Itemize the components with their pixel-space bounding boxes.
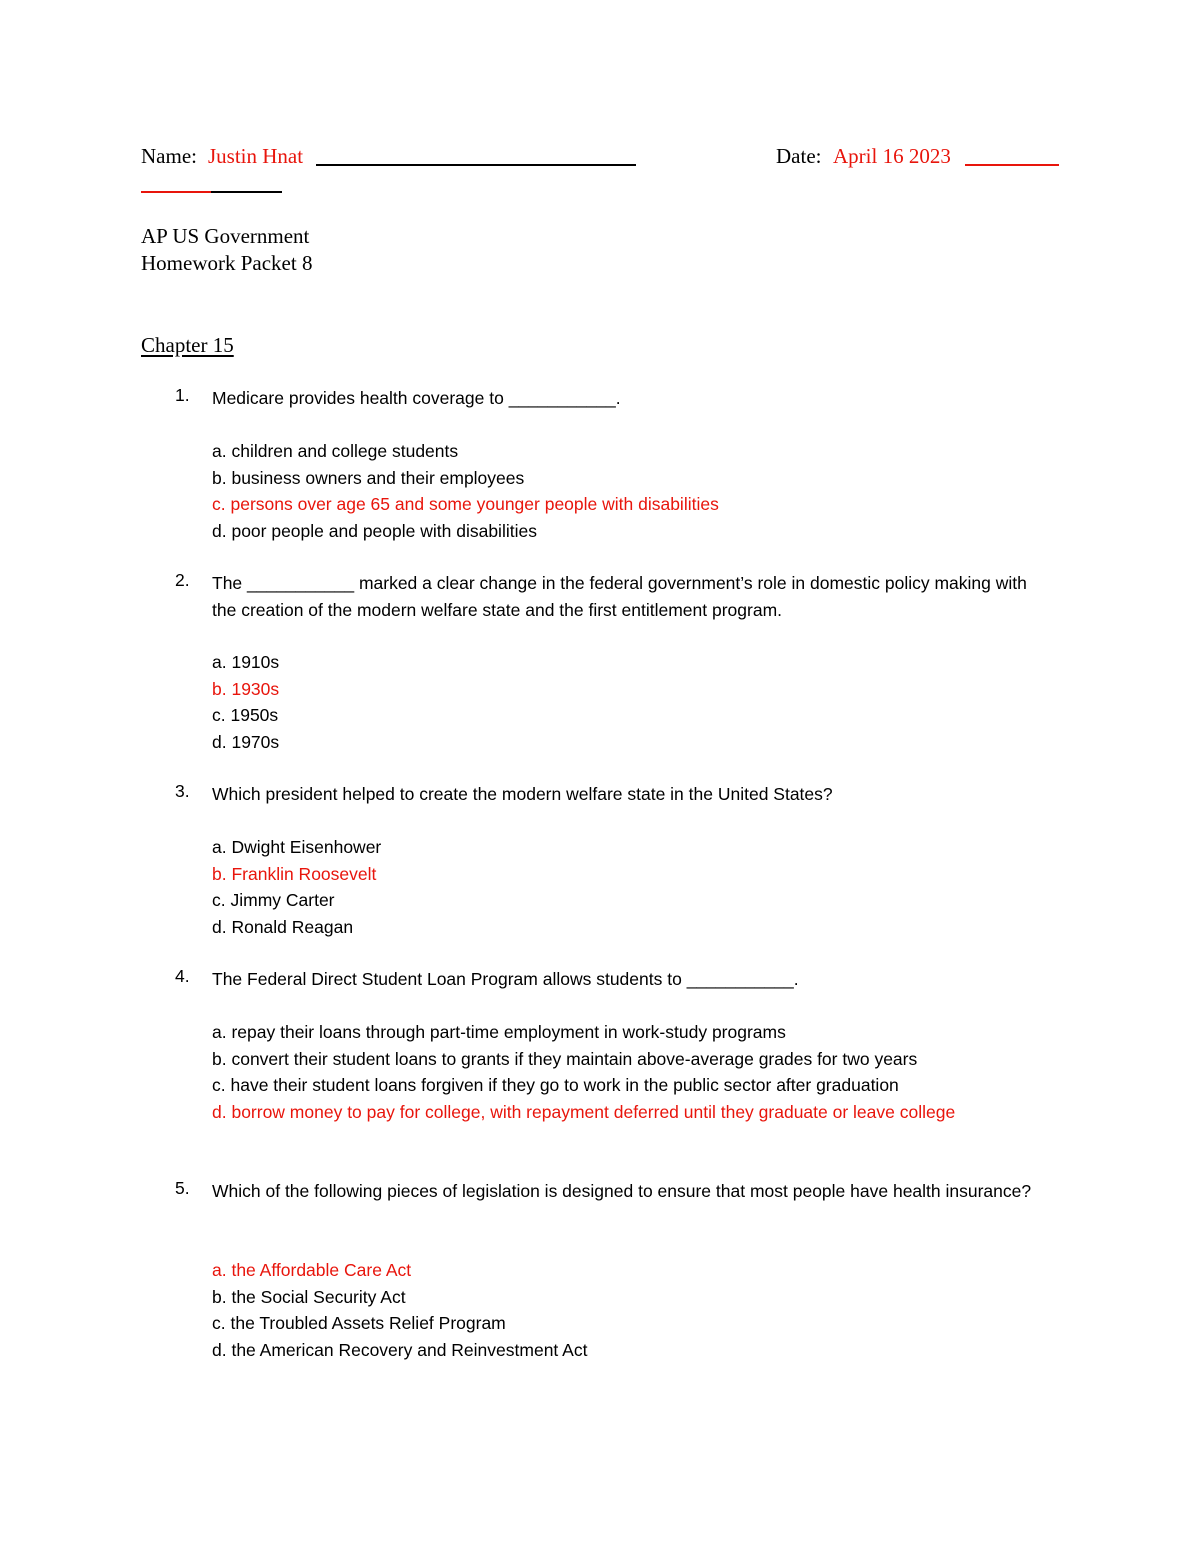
answer-option: c. Jimmy Carter xyxy=(212,890,335,910)
answer-option: a. repay their loans through part-time employment in work-study programs xyxy=(212,1022,786,1042)
answer-option: b. convert their student loans to grants if they maintain above-average grades for two years xyxy=(212,1048,918,1069)
answer-option: c. the Troubled Assets Relief Program xyxy=(212,1313,506,1333)
date-label: Date: xyxy=(776,144,822,168)
selected-answer-option: b. Franklin Roosevelt xyxy=(212,863,377,884)
question-number: 1. xyxy=(175,385,190,405)
question-5-options xyxy=(212,1257,587,1363)
question-2 xyxy=(175,570,1055,624)
question-4 xyxy=(175,966,1055,993)
answer-option: a. 1910s xyxy=(212,652,280,672)
selected-answer-option: b. 1930s xyxy=(212,678,280,699)
question-number: 2. xyxy=(175,570,190,590)
date-underline-cont xyxy=(211,191,282,193)
question-text: Which of the following pieces of legislation is designed to ensure that most people have health insurance? xyxy=(212,1181,1032,1201)
answer-option: d. Ronald Reagan xyxy=(212,916,354,937)
question-3-options xyxy=(212,834,381,940)
question-3 xyxy=(175,781,1055,808)
answer-option: a. children and college students xyxy=(212,441,459,461)
question-text: Which president helped to create the modern welfare state in the United States? xyxy=(212,784,833,804)
answer-option: b. the Social Security Act xyxy=(212,1286,406,1307)
date-underline xyxy=(965,164,1059,166)
question-text: The ___________ marked a clear change in the federal government’s role in domestic policy making with the creation of the modern welfare state and the first entitlement program. xyxy=(212,573,1027,620)
answer-option: a. Dwight Eisenhower xyxy=(212,837,382,857)
selected-answer-option: d. borrow money to pay for college, with repayment deferred until they graduate or leave college xyxy=(212,1101,956,1122)
answer-option: c. have their student loans forgiven if they go to work in the public sector after graduation xyxy=(212,1075,899,1095)
question-number: 4. xyxy=(175,966,190,986)
answer-option: d. poor people and people with disabilities xyxy=(212,520,537,541)
date-underline-cont-red xyxy=(141,191,211,193)
selected-answer-option: c. persons over age 65 and some younger people with disabilities xyxy=(212,494,719,514)
name-label: Name: xyxy=(141,144,197,168)
question-2-options xyxy=(212,649,279,755)
chapter-heading: Chapter 15 xyxy=(141,333,234,357)
answer-option: c. 1950s xyxy=(212,705,279,725)
answer-option: d. the American Recovery and Reinvestment Act xyxy=(212,1339,588,1360)
answer-option: b. business owners and their employees xyxy=(212,467,525,488)
name-underline xyxy=(316,164,636,166)
question-text: Medicare provides health coverage to ___________. xyxy=(212,388,621,408)
question-text: The Federal Direct Student Loan Program allows students to ___________. xyxy=(212,969,799,989)
question-number: 3. xyxy=(175,781,190,801)
question-1 xyxy=(175,385,1055,412)
question-number: 5. xyxy=(175,1178,190,1198)
course-title: AP US Government xyxy=(141,224,310,248)
question-1-options xyxy=(212,438,719,544)
question-5 xyxy=(175,1178,1055,1205)
name-value: Justin Hnat xyxy=(208,144,304,168)
date-value: April 16 2023 xyxy=(833,144,951,168)
answer-option: d. 1970s xyxy=(212,731,280,752)
question-4-options xyxy=(212,1019,1032,1125)
packet-title: Homework Packet 8 xyxy=(141,251,313,275)
selected-answer-option: a. the Affordable Care Act xyxy=(212,1260,412,1280)
